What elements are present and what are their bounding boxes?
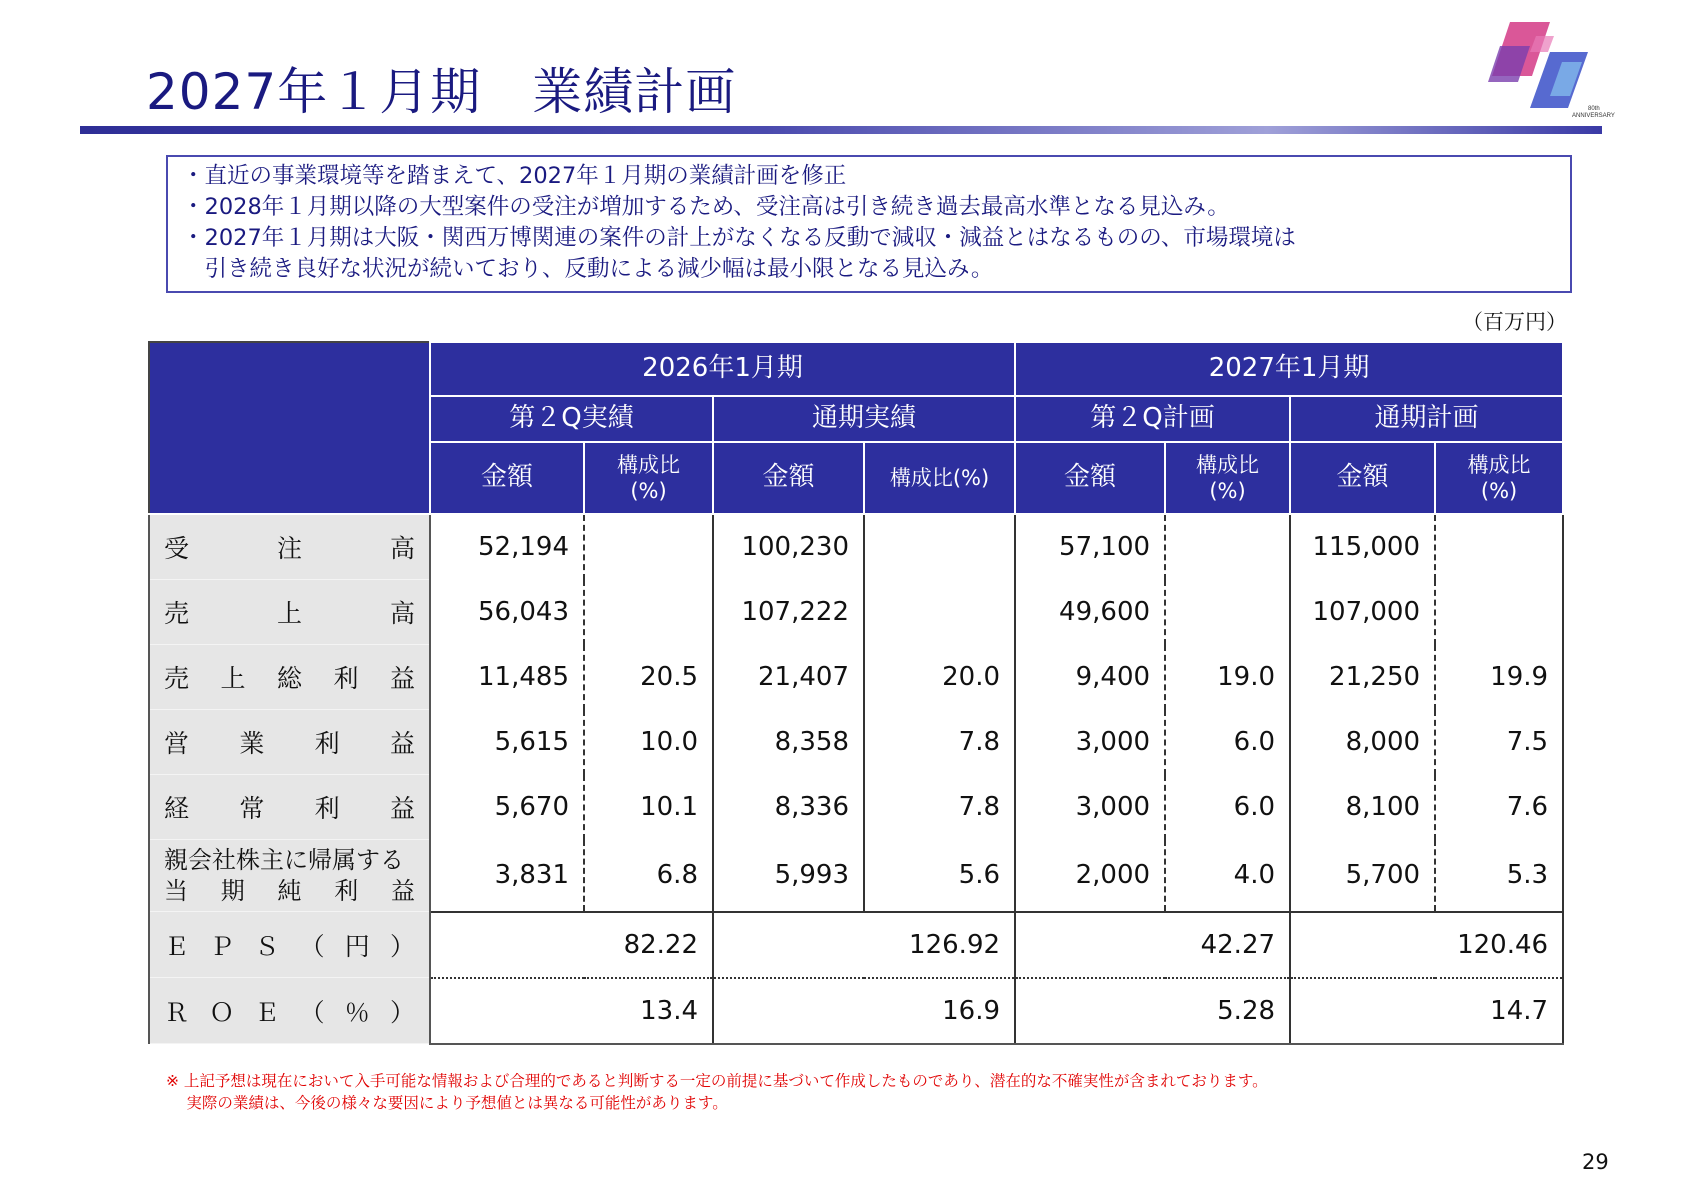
eps-value: 42.27 [1015,912,1290,978]
amount-cell: 57,100 [1015,514,1165,580]
amount-cell: 3,831 [430,840,584,912]
disclaimer [166,1070,1268,1114]
subperiod-header: 通期実績 [713,396,1015,442]
subperiod-header: 第２Q実績 [430,396,713,442]
amount-cell: 5,615 [430,710,584,775]
ratio-cell [1435,580,1563,645]
disclaimer-line: 実際の業績は、今後の様々な要因により予想値とは異なる可能性があります。 [166,1094,728,1112]
amount-cell: 21,250 [1290,645,1435,710]
amount-header: 金額 [430,442,584,514]
amount-cell: 49,600 [1015,580,1165,645]
ratio-cell: 7.6 [1435,775,1563,840]
ratio-cell: 7.8 [864,710,1015,775]
amount-cell: 56,043 [430,580,584,645]
page-number: 29 [1582,1150,1609,1174]
subperiod-header: 第２Q計画 [1015,396,1290,442]
page-title: 2027年１月期 業績計画 [146,63,737,121]
period-header-2027: 2027年1月期 [1015,342,1563,396]
ratio-cell [1435,514,1563,580]
ratio-cell: 20.0 [864,645,1015,710]
amount-cell: 2,000 [1015,840,1165,912]
ratio-cell [584,514,713,580]
subperiod-header: 通期計画 [1290,396,1563,442]
ratio-header: 構成比 (%) [1165,442,1290,514]
amount-cell: 5,700 [1290,840,1435,912]
amount-cell: 52,194 [430,514,584,580]
amount-cell: 107,000 [1290,580,1435,645]
amount-header: 金額 [1290,442,1435,514]
ratio-cell: 19.0 [1165,645,1290,710]
amount-cell: 8,100 [1290,775,1435,840]
row-label: 受 注 高 [149,514,430,580]
financial-plan-table [148,341,1564,1045]
table-row [149,580,1563,645]
row-label: 親会社株主に帰属する 当 期 純 利 益 [149,840,430,912]
summary-line: 引き続き良好な状況が続いており、反動による減少幅は最小限となる見込み。 [182,256,994,282]
ratio-cell: 5.3 [1435,840,1563,912]
table-row [149,710,1563,775]
row-label: 営 業 利 益 [149,710,430,775]
amount-cell: 100,230 [713,514,864,580]
amount-cell: 9,400 [1015,645,1165,710]
ratio-cell: 5.6 [864,840,1015,912]
amount-cell: 5,670 [430,775,584,840]
row-label: Ｒ Ｏ Ｅ （ ％ ） [149,978,430,1044]
ratio-header: 構成比(%) [864,442,1015,514]
amount-cell: 115,000 [1290,514,1435,580]
title-underline [80,126,1602,134]
roe-value: 13.4 [430,978,713,1044]
ratio-cell [864,580,1015,645]
eps-value: 120.46 [1290,912,1563,978]
ratio-cell [584,580,713,645]
summary-line: ・2028年１月期以降の大型案件の受注が増加するため、受注高は引き続き過去最高水準となる見込み。 [182,194,1230,220]
amount-cell: 5,993 [713,840,864,912]
svg-text:ANNIVERSARY: ANNIVERSARY [1572,113,1615,119]
amount-cell: 107,222 [713,580,864,645]
row-label: 売 上 総 利 益 [149,645,430,710]
period-header-2026: 2026年1月期 [430,342,1015,396]
row-label: Ｅ Ｐ Ｓ （ 円 ） [149,912,430,978]
ratio-header: 構成比 (%) [584,442,713,514]
eps-value: 82.22 [430,912,713,978]
unit-label: （百万円） [1462,310,1567,334]
ratio-cell: 6.0 [1165,775,1290,840]
amount-cell: 3,000 [1015,710,1165,775]
amount-cell: 3,000 [1015,775,1165,840]
ratio-cell: 6.0 [1165,710,1290,775]
table-row [149,514,1563,580]
disclaimer-line: ※ 上記予想は現在において入手可能な情報および合理的であると判断する一定の前提に基づいて作成したものであり、潜在的な不確実性が含まれております。 [166,1072,1268,1090]
amount-cell: 11,485 [430,645,584,710]
summary-box [166,155,1572,293]
roe-value: 14.7 [1290,978,1563,1044]
table-row [149,775,1563,840]
anniversary-logo [1470,16,1615,122]
roe-value: 5.28 [1015,978,1290,1044]
ratio-cell [864,514,1015,580]
amount-cell: 21,407 [713,645,864,710]
summary-line: ・直近の事業環境等を踏まえて、2027年１月期の業績計画を修正 [182,163,847,189]
roe-row [149,978,1563,1044]
ratio-cell: 4.0 [1165,840,1290,912]
ratio-cell: 7.5 [1435,710,1563,775]
amount-cell: 8,336 [713,775,864,840]
ratio-cell: 10.0 [584,710,713,775]
eps-row [149,912,1563,978]
roe-value: 16.9 [713,978,1015,1044]
ratio-cell [1165,514,1290,580]
amount-header: 金額 [1015,442,1165,514]
row-label: 売 上 高 [149,580,430,645]
ratio-header: 構成比 (%) [1435,442,1563,514]
summary-line: ・2027年１月期は大阪・関西万博関連の案件の計上がなくなる反動で減収・減益とはなるものの、市場環境は [182,225,1296,251]
ratio-cell: 6.8 [584,840,713,912]
ratio-cell: 20.5 [584,645,713,710]
ratio-cell [1165,580,1290,645]
ratio-cell: 10.1 [584,775,713,840]
amount-cell: 8,358 [713,710,864,775]
row-label: 経 常 利 益 [149,775,430,840]
eps-value: 126.92 [713,912,1015,978]
table-corner-header [149,342,430,514]
amount-cell: 8,000 [1290,710,1435,775]
ratio-cell: 19.9 [1435,645,1563,710]
ratio-cell: 7.8 [864,775,1015,840]
amount-header: 金額 [713,442,864,514]
table-row [149,645,1563,710]
svg-text:80th: 80th [1588,106,1600,112]
table-row [149,840,1563,912]
